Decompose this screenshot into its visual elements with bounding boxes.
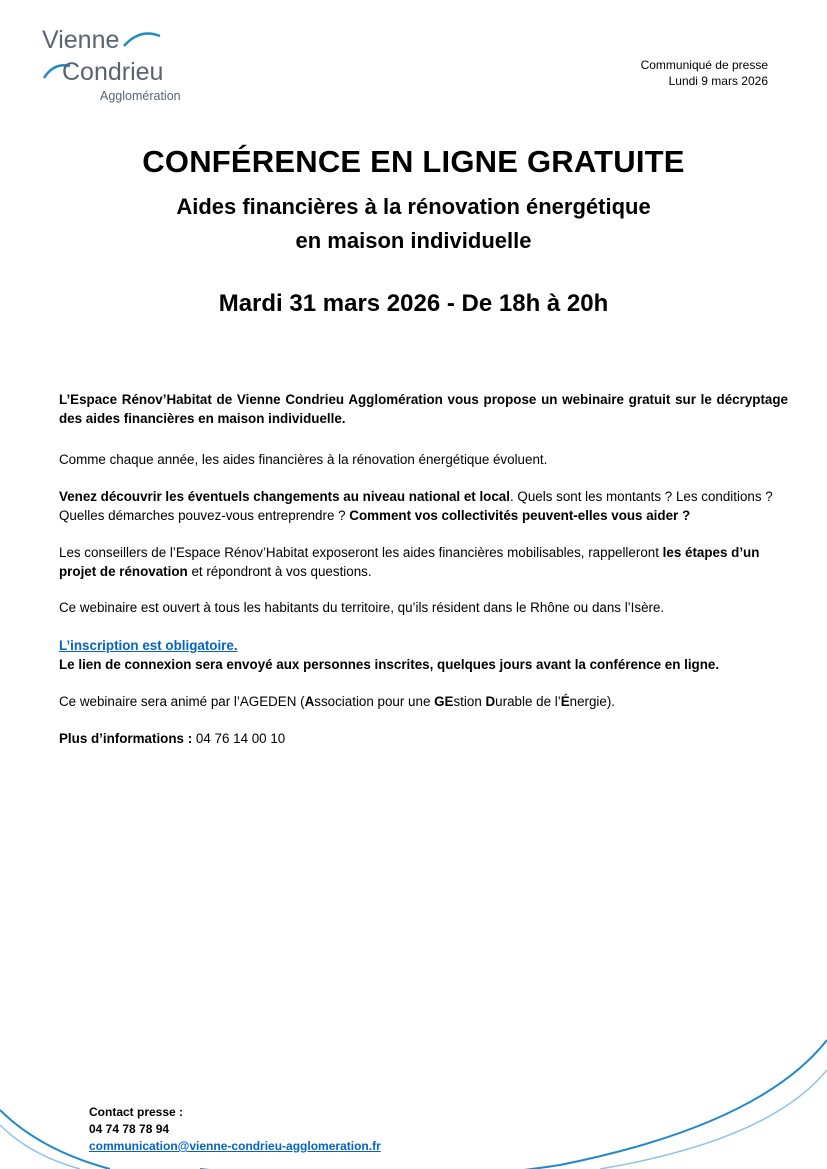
paragraph-discover (59, 487, 788, 525)
intro-paragraph: L’Espace Rénov’Habitat de Vienne Condrieu Agglomération vous propose un webinaire gratuit sur le décryptage des aides financières en maison individuelle. (59, 392, 788, 426)
logo-line-condrieu: Condrieu (62, 58, 164, 86)
paragraph-ageden (59, 692, 788, 711)
organization-logo (40, 26, 210, 106)
press-release-date: Lundi 9 mars 2026 (668, 74, 768, 88)
press-release-label: Communiqué de presse (640, 58, 768, 72)
paragraph-discover-text: . Quels sont les montants ? Les conditions ? Quelles démarches pouvez-vous entreprendre ? (59, 489, 773, 523)
paragraph-discover-bold-2: Comment vos collectivités peuvent-elles vous aider ? (349, 508, 691, 523)
subtitle-line-2: en maison individuelle (295, 228, 532, 253)
ageden-bold-e: É (560, 694, 570, 709)
ageden-text-3: stion (453, 694, 486, 709)
paragraph-aids-evolve: Comme chaque année, les aides financières à la rénovation énergétique évoluent. (59, 452, 548, 467)
paragraph-advisors-text-2: et répondront à vos questions. (187, 564, 372, 579)
footer-curve-line-2 (0, 1125, 80, 1169)
contact-phone: 04 74 78 78 94 (89, 1122, 170, 1136)
registration-note: Le lien de connexion sera envoyé aux personnes inscrites, quelques jours avant la conférence en ligne. (59, 657, 720, 672)
ageden-bold-ge: GE (434, 694, 454, 709)
contact-label: Contact presse : (89, 1105, 184, 1119)
contact-email-link[interactable]: communication@vienne-condrieu-agglomeration.fr (89, 1139, 381, 1153)
paragraph-advisors (59, 543, 788, 581)
registration-block (59, 636, 788, 674)
logo-swoosh-top (124, 34, 160, 46)
logo-graphic (40, 26, 210, 106)
paragraph-discover-bold-1: Venez découvrir les éventuels changements au niveau national et local (59, 489, 510, 504)
paragraph-advisors-bold: les étapes d’un projet de rénovation (59, 545, 760, 579)
paragraph-advisors-text-1: Les conseillers de l’Espace Rénov’Habitat exposeront les aides financières mobilisables, rappelleront (59, 545, 663, 560)
ageden-text-1: Ce webinaire sera animé par l’AGEDEN ( (59, 694, 305, 709)
logo-line-vienne: Vienne (42, 26, 120, 54)
more-info-label: Plus d’informations : (59, 731, 193, 746)
logo-line-agglomeration: Agglomération (100, 89, 181, 103)
press-contact (89, 1104, 381, 1155)
ageden-bold-a: A (304, 694, 315, 709)
more-info-line (59, 729, 788, 748)
ageden-bold-d: D (485, 694, 496, 709)
page-subtitle (0, 190, 827, 258)
more-info-phone: 04 76 14 00 10 (192, 731, 286, 746)
ageden-text-2: ssociation pour une (314, 694, 435, 709)
press-release-info (641, 57, 768, 89)
paragraph-open-to-all: Ce webinaire est ouvert à tous les habitants du territoire, qu’ils résident dans le Rhône ou dans l’Isère. (59, 600, 665, 615)
subtitle-line-1: Aides financières à la rénovation énergétique (176, 194, 651, 219)
ageden-text-5: nergie). (569, 694, 616, 709)
registration-link[interactable]: L’inscription est obligatoire. (59, 638, 238, 653)
event-datetime: Mardi 31 mars 2026 - De 18h à 20h (218, 290, 609, 317)
page-title: CONFÉRENCE EN LIGNE GRATUITE (142, 144, 685, 179)
ageden-text-4: urable de l’ (495, 694, 561, 709)
